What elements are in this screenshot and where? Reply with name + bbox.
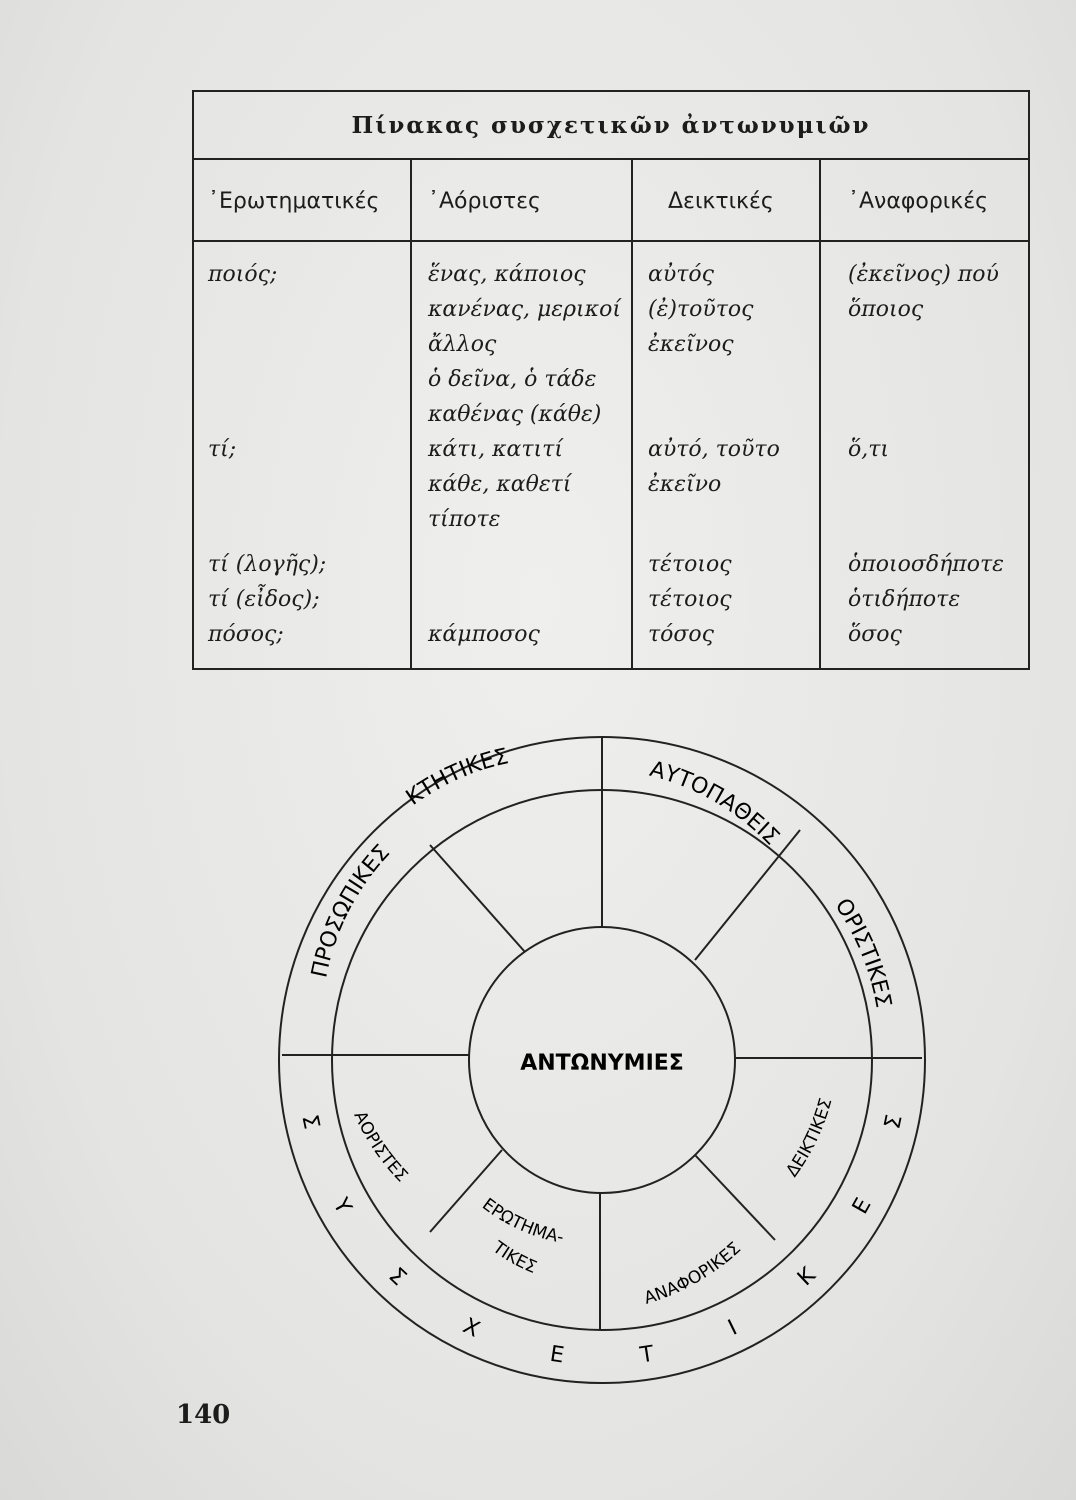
table-cell: ὁ δεῖνα, ὁ τάδε [428,367,597,392]
sysxetikes-letter: Σ [296,1112,324,1132]
sysxetikes-letter: Ε [548,1341,566,1369]
sysxetikes-letter: Χ [458,1313,484,1343]
table-cell: ὁτιδήποτε [848,587,961,612]
table-cell: κάθε, καθετί [428,472,572,497]
table-cell: πόσος; [208,622,284,647]
divider [430,845,525,952]
table-cell: τί; [208,437,237,462]
table-cell: ἄλλος [428,332,497,357]
table-cell: ἐκεῖνο [648,472,722,497]
header-demonstrative: Δεικτικές [668,188,774,214]
table-cell: καθένας (κάθε) [428,402,602,427]
table-cell: ὅποιος [848,297,924,322]
label-ktitikes: ΚΤΗΤΙΚΕΣ [401,744,511,811]
sysxetikes-letter: Σ [880,1112,908,1132]
table-cell: ὅ,τι [848,437,890,462]
label-erotimatikes-1: ΕΡΩΤΗΜΑ- [478,1194,566,1248]
table-title: Πίνακας συσχετικῶν ἀντωνυμιῶν [194,92,1028,160]
label-deiktikes: ΔΕΙΚΤΙΚΕΣ [782,1095,837,1181]
sysxetikes-letter: Ι [724,1315,742,1341]
header-interrogative: ᾿Ερωτηματικές [208,188,380,214]
table-cell: ὅσος [848,622,902,647]
sysxetikes-letter: Κ [793,1263,821,1292]
center-label: ΑΝΤΩΝΥΜΙΕΣ [520,1051,684,1076]
label-aoristes: ΑΟΡΙΣΤΕΣ [349,1108,412,1187]
table-cell: τέτοιος [648,587,732,612]
header-relative: ᾿Αναφορικές [848,188,988,214]
sysxetikes-letter: Υ [327,1194,356,1219]
sysxetikes-letter: Τ [638,1341,656,1369]
table-cell: κάτι, κατιτί [428,437,563,462]
sysxetikes-letter: Ε [847,1194,877,1219]
page-number: 140 [176,1400,231,1430]
table-cell: (ἐκεῖνος) πού [848,262,999,287]
sysxetikes-letter: Σ [383,1263,411,1291]
table-cell: αὐτό, τοῦτο [648,437,780,462]
table-cell: ἕνας, κάποιος [428,262,586,287]
table-cell: τί (εἶδος); [208,587,320,612]
header-indefinite: ᾿Αόριστες [428,188,541,214]
table-cell: κάμποσος [428,622,540,647]
label-prosopikes: ΠΡΟΣΩΠΙΚΕΣ [307,840,395,980]
table-cell: τί (λογῆς); [208,552,327,577]
divider [695,830,800,960]
label-autopatheis: ΑΥΤΟΠΑΘΕΙΣ [647,756,784,851]
table-cell: ποιός; [208,262,278,287]
table-cell: τόσος [648,622,714,647]
table-cell: (ἐ)τοῦτος [648,297,754,322]
table-cell: τέτοιος [648,552,732,577]
table-cell: κανένας, μερικοί [428,297,621,322]
table-cell: τίποτε [428,507,501,532]
divider [695,1155,775,1240]
label-erotimatikes-2: ΤΙΚΕΣ [488,1237,540,1278]
table-cell: ὁποιοσδήποτε [848,552,1004,577]
label-anaforikes: ΑΝΑΦΟΡΙΚΕΣ [641,1238,745,1309]
table-cell: ἐκεῖνος [648,332,734,357]
label-oristikes: ΟΡΙΣΤΙΚΕΣ [829,894,896,1010]
table-cell: αὐτός [648,262,714,287]
